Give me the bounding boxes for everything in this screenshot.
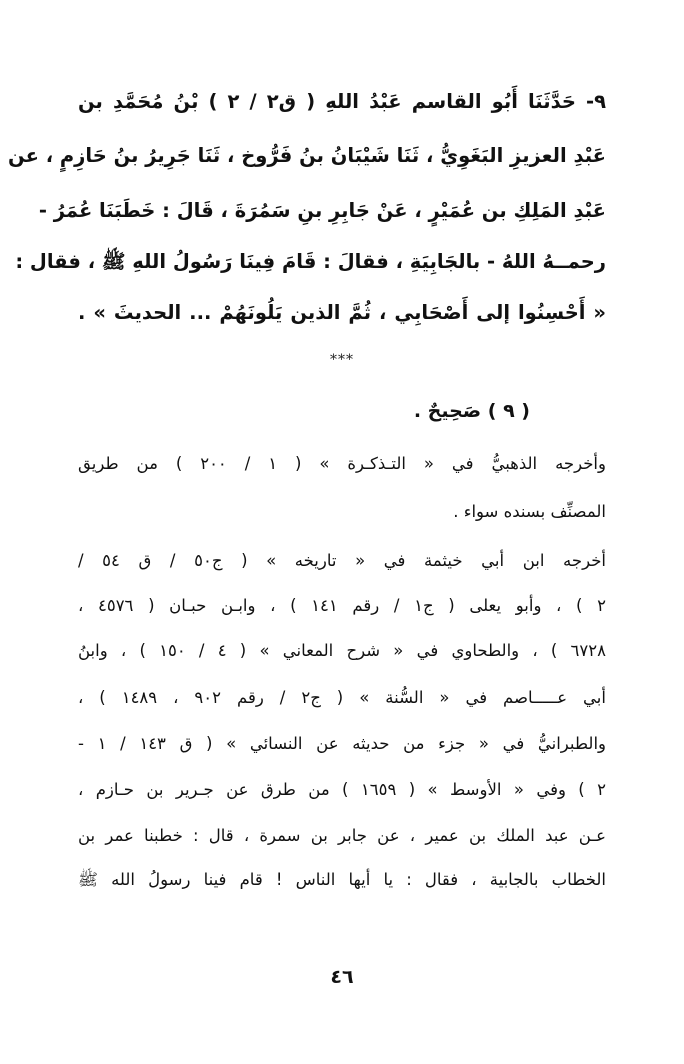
hadith-line-3: عَبْدِ المَلِكِ بن عُمَيْرٍ ، عَنْ جَابِرِ بنِ سَمُرَةَ ، قَالَ : خَطَبَنَا عُمَرُ - [38, 199, 606, 222]
hadith-line-1: ٩- حَدَّثَنَا أَبُو القاسم عَبْدُ اللهِ ( ق٢ / ٢ ) بْنُ مُحَمَّدِ بن [78, 90, 607, 113]
section-separator: *** [330, 352, 354, 368]
commentary-line-2: المصنِّف بسنده سواء . [453, 502, 606, 521]
commentary-line-8: ٢ ) وفي « الأوسط » ( ١٦٥٩ ) من طرق عن جـرير بن حـازم ، [78, 780, 607, 799]
page-number: ٤٦ [330, 966, 354, 988]
commentary-line-7: والطبرانيُّ في « جزء من حديثه عن النسائي » ( ق ١٤٣ / ١ - [78, 734, 606, 753]
commentary-line-5: ٦٧٢٨ ) ، والطحاوي في « شرح المعاني » ( ٤ / ١٥٠ ) ، وابنُ [78, 641, 606, 660]
commentary-line-10: الخطاب بالجابية ، فقال : يا أيها الناس ! قام فينا رسولُ الله ﷺ [78, 870, 606, 889]
commentary-line-1: وأخرجه الذهبيُّ في « التـذكـرة » ( ١ / ٢٠٠ ) من طريق [78, 454, 606, 473]
commentary-line-3: أخرجه ابن أبي خيثمة في « تاريخه » ( ج٥٠ / ق ٥٤ / [78, 551, 606, 570]
commentary-line-4: ٢ ) ، وأبو يعلى ( ج١ / رقم ١٤١ ) ، وابـن حبـان ( ٤٥٧٦ ، [78, 596, 606, 615]
commentary-line-6: أبي عـــــاصم في « السُّنة » ( ج٢ / رقم ٩٠٢ ، ١٤٨٩ ) ، [78, 688, 606, 707]
hadith-line-5: « أَحْسِنُوا إلى أَصْحَابِي ، ثُمَّ الذين يَلُونَهُمْ ... الحديثَ » . [78, 301, 606, 324]
hadith-grade: ( ٩ ) صَحِيحٌ . [413, 400, 530, 422]
commentary-line-9: عـن عبد الملك بن عمير ، عن جابر بن سمرة ، قال : خطبنا عمر بن [78, 826, 606, 845]
hadith-line-2: عَبْدِ العزيزِ البَغَوِيُّ ، ثَنَا شَيْبَانُ بنُ فَرُّوخ ، ثَنَا جَرِيرُ بنُ حَازِمٍ ، عن [8, 144, 606, 167]
hadith-line-4: رحمــهُ اللهُ - بالجَابِيَةِ ، فقالَ : قَامَ فِينَا رَسُولُ اللهِ ﷺ ، فقال : [15, 250, 606, 273]
